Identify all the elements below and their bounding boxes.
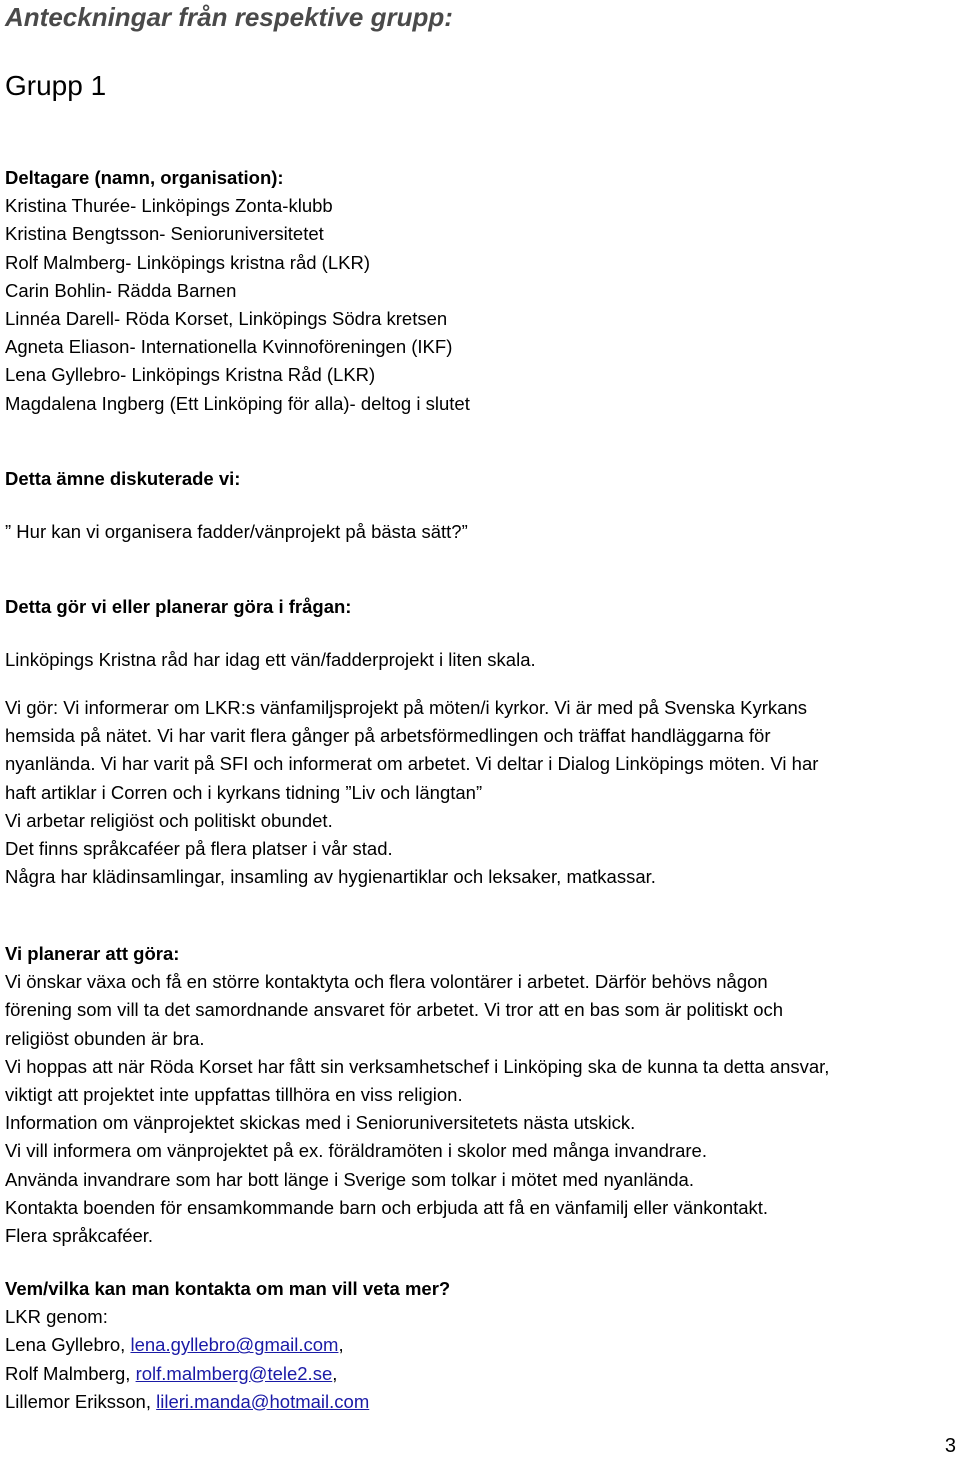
plans-line: Flera språkcaféer. (5, 1225, 154, 1247)
doing-line: nyanlända. Vi har varit på SFI och informerat om arbetet. Vi deltar i Dialog Linköpings möten. Vi har (5, 753, 819, 775)
doing-intro-block (5, 646, 957, 674)
plans-line: förening som vill ta det samordnande ansvaret för arbetet. Vi tror att en bas som är politiskt och (5, 999, 784, 1021)
participant-item: Magdalena Ingberg (Ett Linköping för alla)- deltog i slutet (5, 392, 470, 414)
doing-heading: Detta gör vi eller planerar göra i frågan: (5, 596, 352, 617)
participants-section (5, 164, 957, 418)
document-title: Anteckningar från respektive grupp: (5, 2, 453, 32)
plans-line: Vi vill informera om vänprojektet på ex. föräldramöten i skolor med många invandrare. (5, 1140, 707, 1162)
participants-heading: Deltagare (namn, organisation): (5, 167, 284, 188)
contact-name: Rolf Malmberg, (5, 1362, 136, 1384)
participant-item: Agneta Eliason- Internationella Kvinnoföreningen (IKF) (5, 336, 453, 358)
plans-line: Vi hoppas att när Röda Korset har fått sin verksamhetschef i Linköping ska de kunna ta detta ansvar, (5, 1055, 830, 1077)
contact-row (5, 1360, 957, 1388)
topic-heading: Detta ämne diskuterade vi: (5, 468, 241, 489)
doing-line: Vi gör: Vi informerar om LKR:s vänfamiljsprojekt på möten/i kyrkor. Vi är med på Svenska Kyrkans (5, 697, 807, 718)
topic-text-block (5, 518, 957, 546)
page-number: 3 (944, 1435, 956, 1457)
doing-section (5, 593, 957, 621)
participant-item: Rolf Malmberg- Linköpings kristna råd (LKR) (5, 251, 370, 273)
contact-heading: Vem/vilka kan man kontakta om man vill veta mer? (5, 1278, 451, 1299)
doing-line: haft artiklar i Corren och i kyrkans tidning ”Liv och längtan” (5, 781, 483, 803)
participant-item: Lena Gyllebro- Linköpings Kristna Råd (LKR) (5, 364, 376, 386)
topic-section (5, 465, 957, 493)
doing-intro: Linköpings Kristna råd har idag ett vän/fadderprojekt i liten skala. (5, 649, 536, 670)
doing-line: Vi arbetar religiöst och politiskt obundet. (5, 809, 333, 831)
doing-body (5, 694, 957, 891)
contact-suffix: , (338, 1334, 344, 1356)
email-link[interactable]: lena.gyllebro@gmail.com (130, 1334, 339, 1356)
plans-line: Information om vänprojektet skickas med i Senioruniversitetets nästa utskick. (5, 1112, 636, 1134)
plans-line: Använda invandrare som har bott länge i Sverige som tolkar i mötet med nyanlända. (5, 1168, 694, 1190)
contact-row (5, 1388, 957, 1416)
topic-text: ” Hur kan vi organisera fadder/vänprojekt på bästa sätt?” (5, 521, 468, 542)
contact-name: Lillemor Eriksson, (5, 1390, 157, 1412)
participant-item: Carin Bohlin- Rädda Barnen (5, 279, 237, 301)
email-link[interactable]: lileri.manda@hotmail.com (156, 1390, 370, 1412)
participant-item: Kristina Bengtsson- Senioruniversitetet (5, 223, 324, 245)
plans-line: Vi önskar växa och få en större kontaktyta och flera volontärer i arbetet. Därför behövs någon (5, 971, 768, 993)
contact-intro: LKR genom: (5, 1306, 108, 1328)
plans-section (5, 940, 957, 1250)
doing-line: hemsida på nätet. Vi har varit flera gånger på arbetsförmedlingen och träffat handläggarna för (5, 725, 771, 747)
contact-row (5, 1331, 957, 1359)
plans-heading: Vi planerar att göra: (5, 943, 180, 964)
email-link[interactable]: rolf.malmberg@tele2.se (135, 1362, 333, 1384)
plans-line: Kontakta boenden för ensamkommande barn och erbjuda att få en vänfamilj eller vänkontakt. (5, 1196, 769, 1218)
doing-line: Några har klädinsamlingar, insamling av hygienartiklar och leksaker, matkassar. (5, 866, 656, 888)
doing-line: Det finns språkcaféer på flera platser i vår stad. (5, 838, 393, 860)
group-heading: Grupp 1 (5, 70, 107, 101)
plans-line: religiöst obunden är bra. (5, 1027, 205, 1049)
plans-line: viktigt att projektet inte uppfattas tillhöra en viss religion. (5, 1084, 463, 1106)
contact-suffix: , (332, 1362, 338, 1384)
participant-item: Linnéa Darell- Röda Korset, Linköpings Södra kretsen (5, 308, 448, 330)
contact-name: Lena Gyllebro, (5, 1334, 131, 1356)
participant-item: Kristina Thurée- Linköpings Zonta-klubb (5, 195, 333, 217)
contact-section (5, 1275, 957, 1416)
